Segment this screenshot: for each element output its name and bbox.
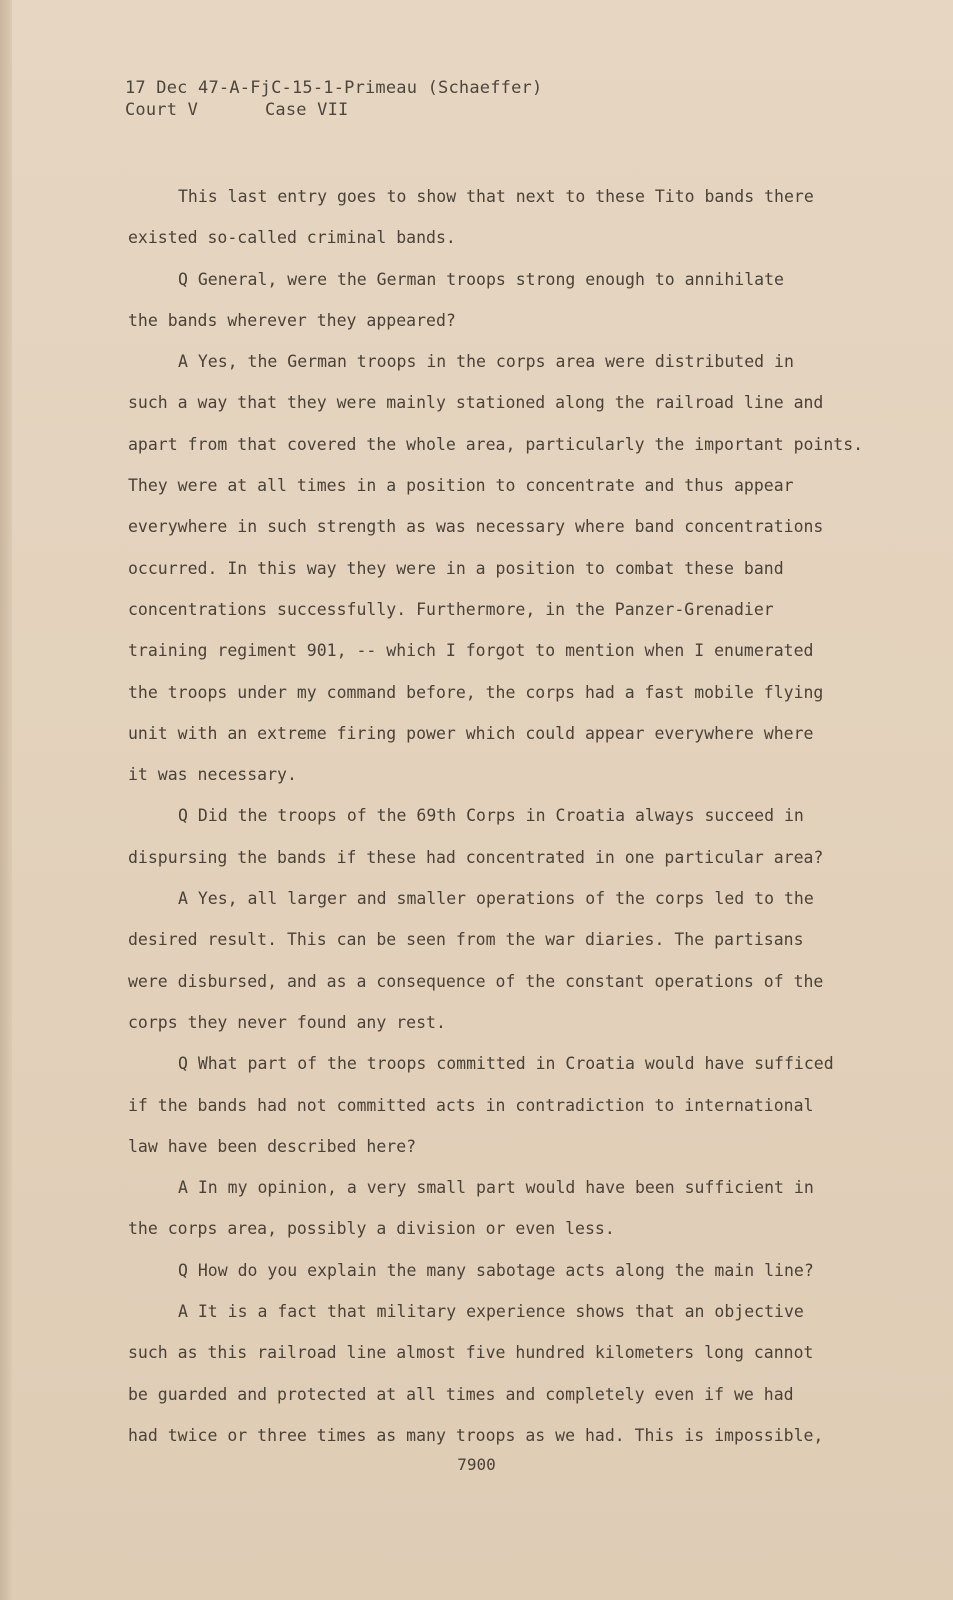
answer-line: A In my opinion, a very small part would have been sufficient in <box>178 1178 814 1198</box>
text-line: concentrations successfully. Furthermore, in the Panzer-Grenadier <box>128 599 774 619</box>
page-edge <box>0 0 12 1600</box>
header-case: Case VII <box>265 100 349 120</box>
text-line: dispursing the bands if these had concentrated in one particular area? <box>128 847 824 867</box>
page-number: 7900 <box>457 1455 496 1474</box>
text-line: be guarded and protected at all times and completely even if we had <box>128 1384 794 1404</box>
text-line: the troops under my command before, the corps had a fast mobile flying <box>128 682 824 702</box>
question-line: Q Did the troops of the 69th Corps in Croatia always succeed in <box>178 806 804 826</box>
header-court: Court V <box>125 100 199 120</box>
text-line: had twice or three times as many troops as we had. This is impossible, <box>128 1425 824 1445</box>
transcript-body <box>128 176 908 1456</box>
text-line: law have been described here? <box>128 1136 417 1156</box>
text-line: apart from that covered the whole area, particularly the important points. <box>128 434 864 454</box>
text-line: the corps area, possibly a division or even less. <box>128 1219 615 1239</box>
text-line: everywhere in such strength as was necessary where band concentrations <box>128 517 824 537</box>
text-line: They were at all times in a position to concentrate and thus appear <box>128 476 794 496</box>
document-header <box>125 77 542 121</box>
text-line: desired result. This can be seen from the war diaries. The partisans <box>128 930 804 950</box>
header-court-case <box>125 99 542 121</box>
answer-line: A Yes, all larger and smaller operations of the corps led to the <box>178 889 814 909</box>
text-line: training regiment 901, -- which I forgot to mention when I enumerated <box>128 641 814 661</box>
text-line: occurred. In this way they were in a position to combat these band <box>128 558 784 578</box>
question-line: Q How do you explain the many sabotage acts along the main line? <box>178 1260 814 1280</box>
question-line: Q What part of the troops committed in Croatia would have sufficed <box>178 1054 834 1074</box>
text-line: existed so-called criminal bands. <box>128 228 456 248</box>
answer-line: A It is a fact that military experience shows that an objective <box>178 1302 804 1322</box>
text-line: such a way that they were mainly stationed along the railroad line and <box>128 393 824 413</box>
text-line: the bands wherever they appeared? <box>128 310 456 330</box>
question-line: Q General, were the German troops strong enough to annihilate <box>178 269 784 289</box>
text-line: such as this railroad line almost five hundred kilometers long cannot <box>128 1343 814 1363</box>
text-line: corps they never found any rest. <box>128 1012 446 1032</box>
text-line: were disbursed, and as a consequence of the constant operations of the <box>128 971 824 991</box>
header-reference: 17 Dec 47-A-FjC-15-1-Primeau (Schaeffer) <box>125 78 543 98</box>
text-line: unit with an extreme firing power which could appear everywhere where <box>128 723 814 743</box>
text-line: This last entry goes to show that next to these Tito bands there <box>178 187 814 206</box>
answer-line: A Yes, the German troops in the corps area were distributed in <box>178 352 794 372</box>
text-line: it was necessary. <box>128 765 297 785</box>
text-line: if the bands had not committed acts in contradiction to international <box>128 1095 814 1115</box>
